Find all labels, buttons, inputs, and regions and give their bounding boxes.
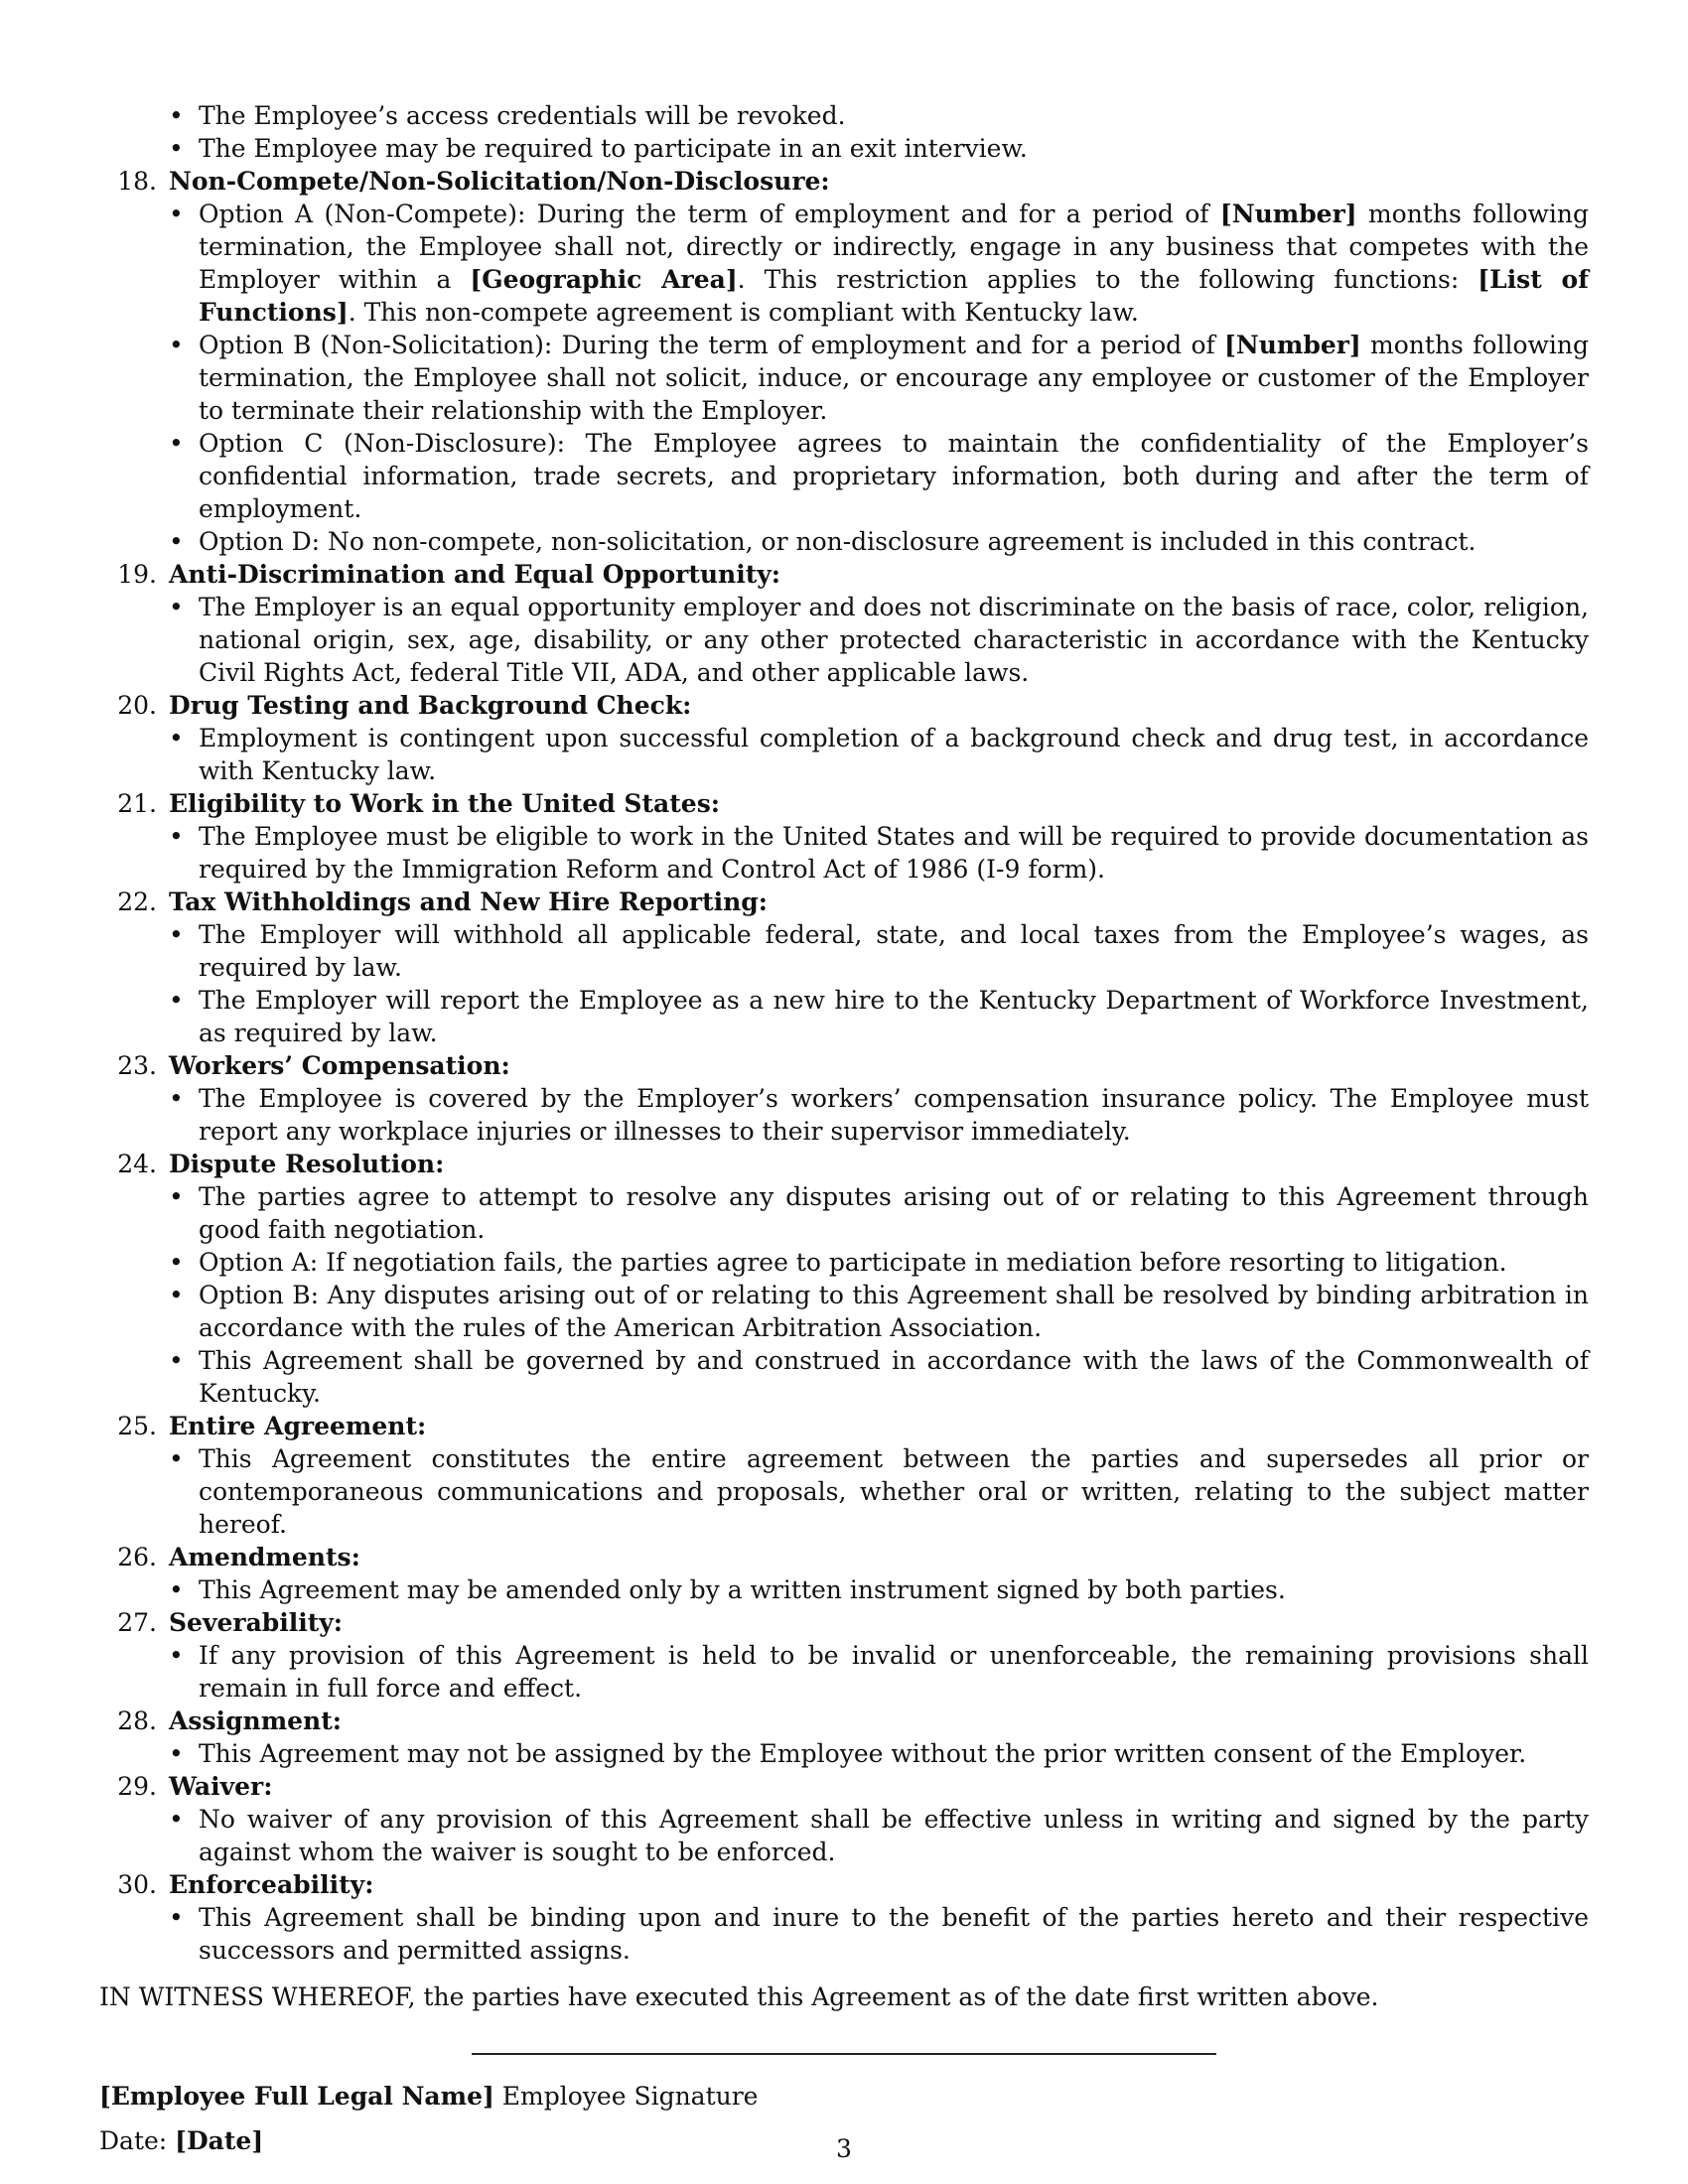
section-item [99,1410,1589,1541]
section-number: 19. [117,560,157,589]
bullet-item [169,1180,1589,1246]
bullet-text: Option C (Non-Disclosure): The Employee agrees to maintain the confidentiality of the Employer’s confidential information, trade secrets, and proprietary information, both during and after the term of employment. [199,429,1589,523]
bullet-item [169,918,1589,984]
bullet-item [169,1803,1589,1868]
bullet-item [169,591,1589,689]
bullet-item [169,427,1589,525]
section-bullets [169,1082,1589,1148]
bullet-text: Option A (Non-Compete): During the term of employment and for a period of [199,200,1220,228]
section-item [99,1606,1589,1705]
section-title: Enforceability: [169,1870,374,1899]
section-number: 20. [117,691,157,720]
section-title: Dispute Resolution: [169,1150,445,1178]
section-bullets [169,1803,1589,1868]
section-item [99,787,1589,886]
bullet-text: Option D: No non-compete, non-solicitation, or non-disclosure agreement is included in this contract. [199,527,1477,556]
bullet-item [169,820,1589,886]
section-title: Non-Compete/Non-Solicitation/Non-Disclosure: [169,167,830,196]
bullet-item [169,1737,1589,1770]
section-bullets [169,1573,1589,1606]
bullet-item [169,722,1589,787]
page-number: 3 [836,2134,852,2163]
bullet-text: This Agreement may not be assigned by the Employee without the prior written consent of the Employer. [199,1739,1527,1768]
bullet-text: No waiver of any provision of this Agreement shall be effective unless in writing and signed by the party against whom the waiver is sought to be enforced. [199,1805,1589,1866]
document-page [99,99,1589,2157]
section-number: 30. [117,1870,157,1899]
bullet-item [169,329,1589,427]
bullet-text: Employment is contingent upon successful completion of a background check and drug test, in accordance with Kentucky law. [199,724,1589,785]
section-item [99,1541,1589,1606]
bullet-text: The Employee is covered by the Employer’s workers’ compensation insurance policy. The Employee must report any workplace injuries or illnesses to their supervisor immediately. [199,1084,1589,1146]
section-list [99,165,1589,1967]
bullet-text: Option A: If negotiation fails, the parties agree to participate in mediation before resorting to litigation. [199,1248,1507,1277]
section-title: Anti-Discrimination and Equal Opportunity: [169,560,781,589]
section-number: 23. [117,1051,157,1080]
placeholder-text: [List of Functions] [199,265,1589,327]
section-title: Workers’ Compensation: [169,1051,510,1080]
bullet-text: The Employer is an equal opportunity employer and does not discriminate on the basis of race, color, religion, national origin, sex, age, disability, or any other protected characteristic in accordance with the Kentucky Civil Rights Act, federal Title VII, ADA, and other applicable laws. [199,593,1589,687]
section-title: Eligibility to Work in the United States: [169,789,720,818]
section-number: 24. [117,1150,157,1178]
section-item [99,886,1589,1049]
bullet-text: If any provision of this Agreement is held to be invalid or unenforceable, the remaining provisions shall remain in full force and effect. [199,1641,1589,1703]
section-number: 21. [117,789,157,818]
section-bullets [169,722,1589,787]
bullet-item [169,1639,1589,1705]
list-item: • The Employee may be required to participate in an exit interview. [169,132,1589,165]
section-bullets [169,820,1589,886]
bullet-text: The Employee must be eligible to work in the United States and will be required to provide documentation as required by the Immigration Reform and Control Act of 1986 (I-9 form). [199,822,1589,884]
bullet-text: This Agreement shall be governed by and construed in accordance with the laws of the Commonwealth of Kentucky. [199,1346,1589,1408]
section-item [99,558,1589,689]
bullet-item [169,198,1589,329]
signature-row [99,2080,1589,2113]
section-title: Tax Withholdings and New Hire Reporting: [169,887,769,916]
bullet-text: This Agreement constitutes the entire agreement between the parties and supersedes all prior or contemporaneous communications and proposals, whether oral or written, relating to the subject matter hereof. [199,1444,1589,1539]
section-number: 27. [117,1608,157,1637]
section-bullets [169,1639,1589,1705]
section-item [99,1049,1589,1148]
bullet-item [169,1344,1589,1410]
section-number: 18. [117,167,157,196]
signature-label: Employee Signature [493,2082,759,2111]
section-title: Severability: [169,1608,344,1637]
section-item [99,165,1589,558]
continuation-bullets [99,99,1589,165]
bullet-text: . This restriction applies to the following functions: [737,265,1478,294]
bullet-item [169,1279,1589,1344]
bullet-text: This Agreement may be amended only by a written instrument signed by both parties. [199,1575,1286,1604]
bullet-text: This Agreement shall be binding upon and inure to the benefit of the parties hereto and their respective successors and permitted assigns. [199,1903,1589,1965]
placeholder-text: [Number] [1219,200,1357,228]
bullet-text: Option B: Any disputes arising out of or relating to this Agreement shall be resolved by binding arbitration in accordance with the rules of the American Arbitration Association. [199,1281,1589,1342]
section-number: 25. [117,1412,157,1440]
bullet-item [169,1573,1589,1606]
bullet-item [169,1901,1589,1967]
section-bullets [169,1180,1589,1410]
bullet-text: The Employer will withhold all applicable federal, state, and local taxes from the Employee’s wages, as required by law. [199,920,1589,982]
placeholder-text: [Geographic Area] [470,265,738,294]
section-bullets [169,1442,1589,1541]
section-title: Waiver: [169,1772,273,1801]
section-title: Amendments: [169,1543,360,1571]
section-item [99,689,1589,787]
section-bullets [169,198,1589,558]
bullet-item [169,984,1589,1049]
signature-line [472,2053,1216,2056]
section-bullets [169,1901,1589,1967]
witness-clause: IN WITNESS WHEREOF, the parties have executed this Agreement as of the date first written above. [99,1982,1379,2011]
section-bullets [169,1737,1589,1770]
list-item: • The Employee’s access credentials will be revoked. [169,99,1589,132]
section-number: 28. [117,1706,157,1735]
bullet-text: The Employer will report the Employee as a new hire to the Kentucky Department of Workforce Investment, as required by law. [199,986,1589,1047]
section-bullets [169,918,1589,1049]
section-item [99,1705,1589,1770]
section-item [99,1770,1589,1868]
bullet-text: Option B (Non-Solicitation): During the term of employment and for a period of [199,331,1225,359]
bullet-item [169,525,1589,558]
section-number: 22. [117,887,157,916]
bullet-text: months following termination, the Employee shall not solicit, induce, or encourage any employee or customer of the Employer to terminate their relationship with the Employer. [199,331,1590,425]
employee-name-placeholder: [Employee Full Legal Name] [99,2082,494,2111]
section-bullets [169,591,1589,689]
section-title: Assignment: [169,1706,343,1735]
bullet-text: . This non-compete agreement is compliant with Kentucky law. [348,298,1139,327]
section-number: 29. [117,1772,157,1801]
section-item [99,1868,1589,1967]
placeholder-text: [Number] [1224,331,1361,359]
bullet-item [169,1082,1589,1148]
date-label: Date: [99,2126,176,2155]
bullet-text: The parties agree to attempt to resolve any disputes arising out of or relating to this Agreement through good faith negotiation. [199,1182,1589,1244]
date-placeholder: [Date] [175,2126,264,2155]
section-item [99,1148,1589,1410]
section-title: Entire Agreement: [169,1412,427,1440]
bullet-item [169,1442,1589,1541]
bullet-text: months following termination, the Employee shall not, directly or indirectly, engage in any business that competes with the Employer within a [199,200,1589,294]
section-number: 26. [117,1543,157,1571]
section-title: Drug Testing and Background Check: [169,691,692,720]
bullet-item [169,1246,1589,1279]
